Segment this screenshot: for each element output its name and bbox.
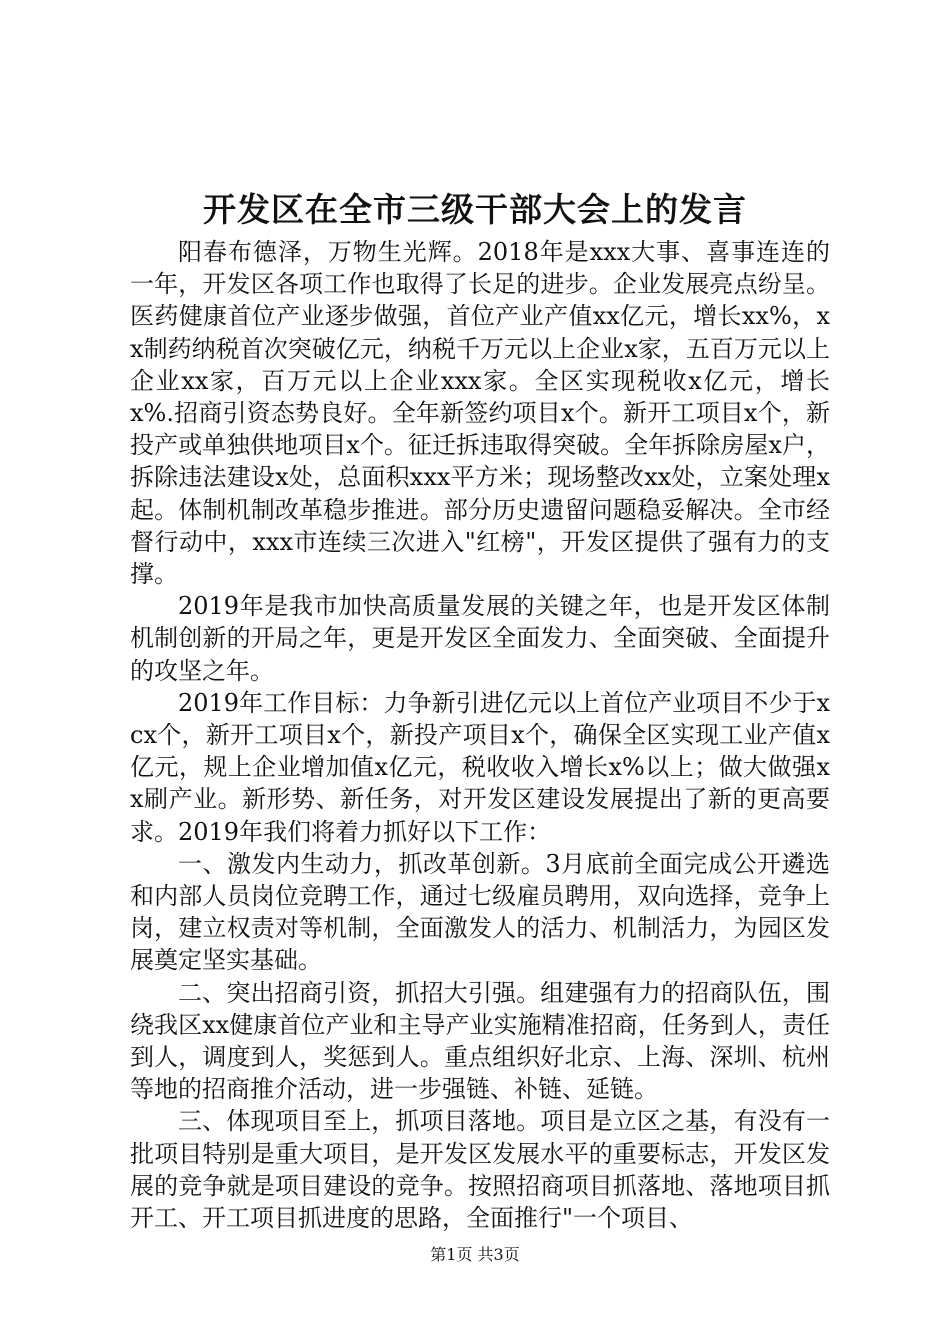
document-title: 开发区在全市三级干部大会上的发言 [203,190,747,229]
paragraph-task-investment: 二、突出招商引资，抓招大引强。组建强有力的招商队伍，围绕我区xx健康首位产业和主导产业实施精准招商，任务到人，责任到人，调度到人，奖惩到人。重点组织好北京、上海、深圳、杭州等地的招商推介活动，进一步强链、补链、延链。 [130,978,830,1104]
page-number-footer: 第1页 共3页 [430,1245,520,1264]
paragraph-task-reform: 一、激发内生动力，抓改革创新。3月底前全面完成公开遴选和内部人员岗位竞聘工作，通过七级雇员聘用，双向选择，竞争上岗，建立权责对等机制，全面激发人的活力、机制活力，为园区发展奠定坚实基础。 [130,849,830,975]
paragraph-task-projects: 三、体现项目至上，抓项目落地。项目是立区之基，有没有一批项目特别是重大项目，是开发区发展水平的重要标志，开发区发展的竞争就是项目建设的竞争。按照招商项目抓落地、落地项目抓开工、开工项目抓进度的思路，全面推行"一个项目、 [130,1107,830,1233]
paragraph-2019-goals: 2019年工作目标：力争新引进亿元以上首位产业项目不少于xcx个，新开工项目x个，新投产项目x个，确保全区实现工业产值x亿元，规上企业增加值x亿元，税收收入增长x%以上；做大做强xx刷产业。新形势、新任务，对开发区建设发展提出了新的更高要求。2019年我们将着力抓好以下工作： [130,688,830,846]
paragraph-review-2018: 阳春布德泽，万物生光辉。2018年是xxx大事、喜事连连的一年，开发区各项工作也取得了长足的进步。企业发展亮点纷呈。医药健康首位产业逐步做强，首位产业产值xx亿元，增长xx%，xx制药纳税首次突破亿元，纳税千万元以上企业x家，五百万元以上企业xx家，百万元以上企业xxx家。全区实现税收x亿元，增长x%.招商引资态势良好。全年新签约项目x个。新开工项目x个，新投产或单独供地项目x个。征迁拆违取得突破。全年拆除房屋x户，拆除违法建设x处，总面积xxx平方米；现场整改xx处，立案处理x起。体制机制改革稳步推进。部分历史遗留问题稳妥解决。全市经督行动中，xxx市连续三次进入"红榜"，开发区提供了强有力的支撑。 [130,238,830,589]
document-body [130,236,830,1234]
paragraph-2019-significance: 2019年是我市加快高质量发展的关键之年，也是开发区体制机制创新的开局之年，更是开发区全面发力、全面突破、全面提升的攻坚之年。 [130,592,830,685]
